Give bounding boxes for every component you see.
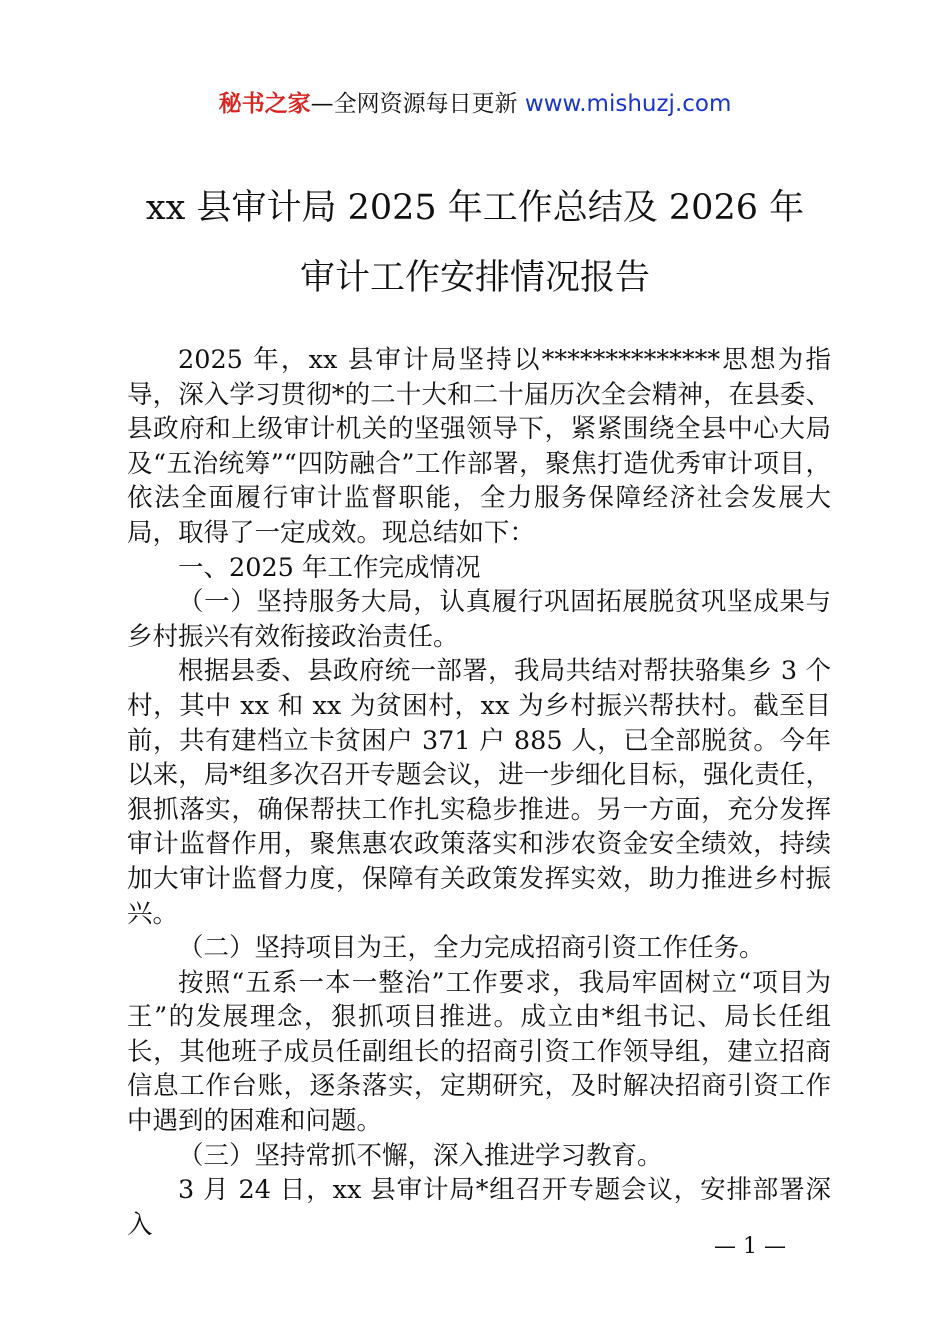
subsection-heading: （一）坚持服务大局，认真履行巩固拓展脱贫巩坚成果与乡村振兴有效衔接政治责任。 — [127, 587, 831, 652]
document-title-line-1: xx 县审计局 2025 年工作总结及 2026 年 — [145, 188, 805, 228]
section-heading: 一、2025 年工作完成情况 — [178, 552, 481, 583]
subsection-heading: （二）坚持项目为王，全力完成招商引资工作任务。 — [178, 933, 765, 964]
body-paragraph: 按照“五系一本一整治”工作要求，我局牢固树立“项目为王”的发展理念，狠抓项目推进。成立由*组书记、局长任组长，其他班子成员任副组长的招商引资工作领导组，建立招商信息工作台账，逐条落实，定期研究，及时解决招商引资工作中遇到的困难和问题。 — [127, 967, 831, 1137]
document-title-line-2: 审计工作安排情况报告 — [299, 258, 650, 298]
site-url-link[interactable]: www.mishuzj.com — [524, 91, 732, 117]
page-number: — 1 — — [714, 1234, 786, 1259]
body-paragraph: 根据县委、县政府统一部署，我局共结对帮扶骆集乡 3 个村，其中 xx 和 xx 为贫困村，xx 为乡村振兴帮扶村。截至目前，共有建档立卡贫困户 371 户 885 人，已全部脱贫。今年以来，局*组多次召开专题会议，进一步细化目标，强化责任，狠抓落实，确保帮扶工作扎实稳步推进。另一方面，充分发挥审计监督作用，聚焦惠农政策落实和涉农资金安全绩效，持续加大审计监督力度，保障有关政策发挥实效，助力推进乡村振兴。 — [127, 656, 831, 929]
header-slogan: —全网资源每日更新 — [310, 91, 518, 117]
document-body — [127, 343, 831, 1242]
site-header — [0, 88, 950, 120]
intro-paragraph: 2025 年，xx 县审计局坚持以**************思想为指导，深入学习贯彻*的二十大和二十届历次全会精神，在县委、县政府和上级审计机关的坚强领导下，紧紧围绕全县中心大局及“五治统筹”“四防融合”工作部署，聚焦打造优秀审计项目，依法全面履行审计监督职能，全力服务保障经济社会发展大局，取得了一定成效。现总结如下： — [127, 345, 831, 548]
body-paragraph: 3 月 24 日，xx 县审计局*组召开专题会议，安排部署深入 — [127, 1175, 831, 1240]
brand-name: 秘书之家 — [218, 91, 311, 117]
subsection-heading: （三）坚持常抓不懈，深入推进学习教育。 — [178, 1140, 663, 1171]
